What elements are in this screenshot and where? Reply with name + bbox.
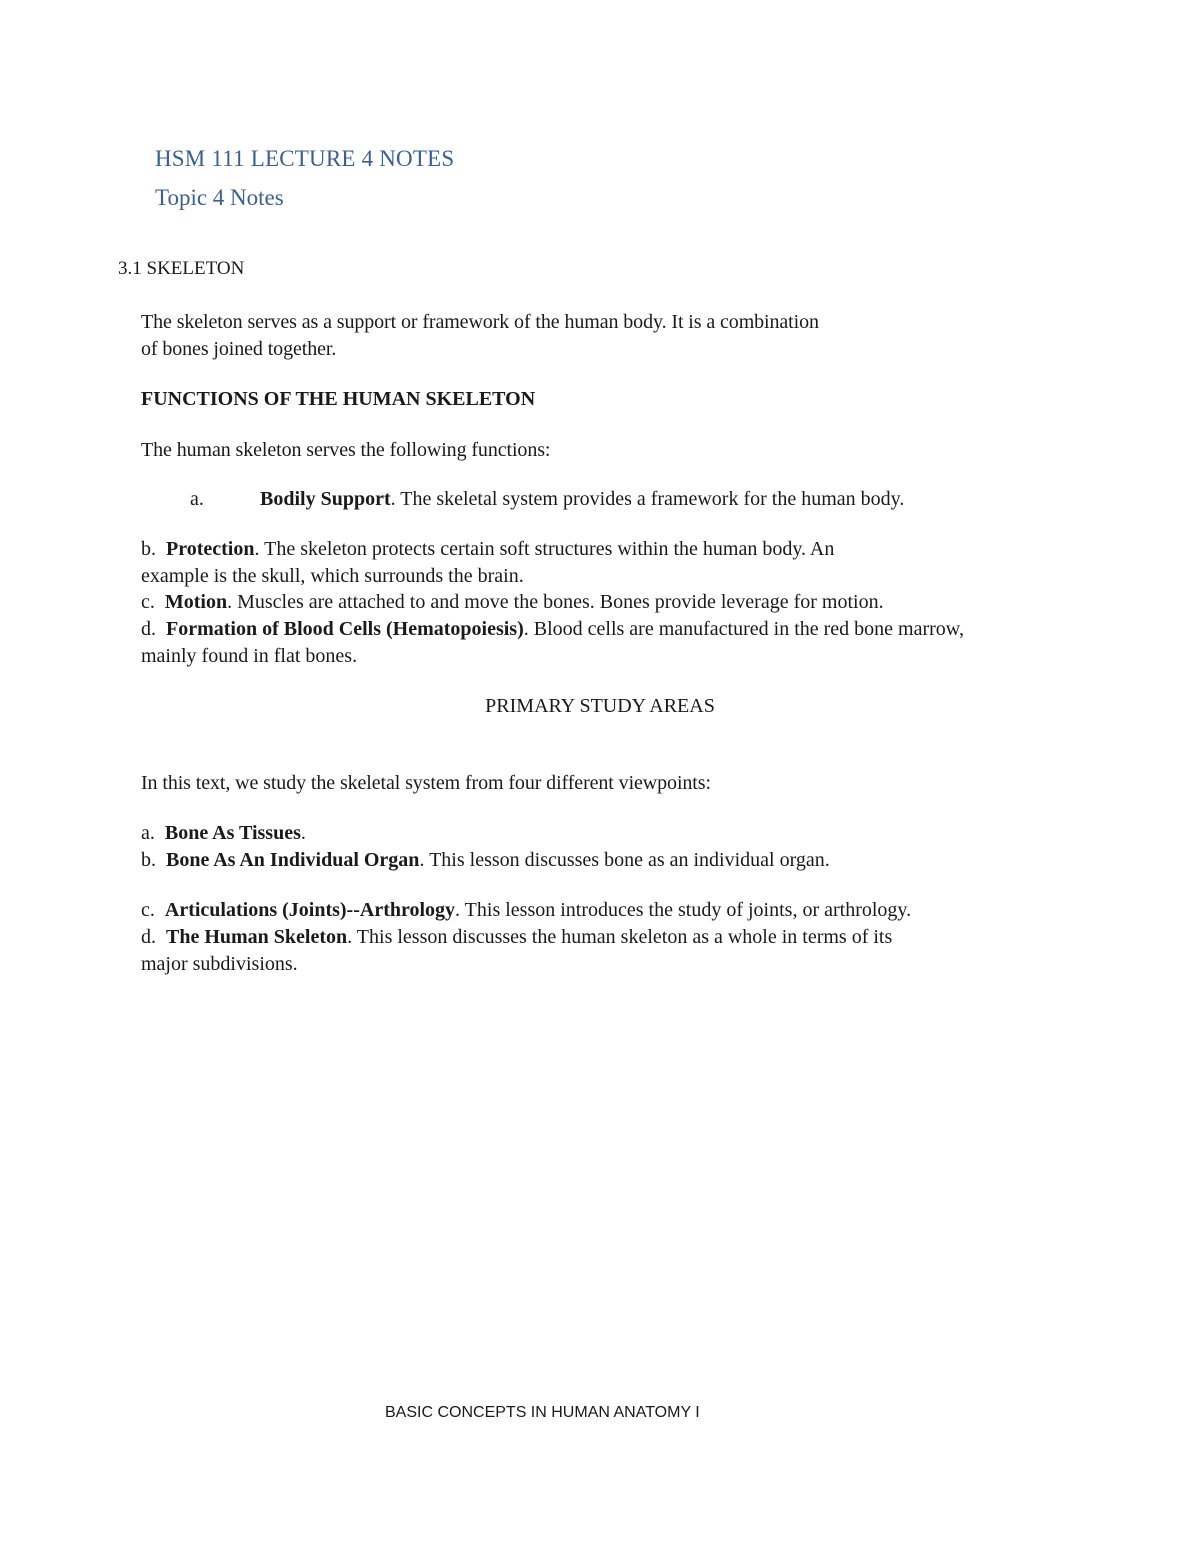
document-title: HSM 111 LECTURE 4 NOTES xyxy=(155,146,455,171)
page-footer: BASIC CONCEPTS IN HUMAN ANATOMY I xyxy=(385,1404,700,1421)
study-heading: PRIMARY STUDY AREAS xyxy=(485,695,715,717)
function-item-letter: d. xyxy=(141,618,156,640)
study-item-text: . xyxy=(300,822,306,844)
function-item-continuation: mainly found in flat bones. xyxy=(141,645,358,667)
study-lead: In this text, we study the skeletal system from four different viewpoints: xyxy=(141,772,711,794)
document-subtitle: Topic 4 Notes xyxy=(155,185,284,210)
study-item-text: . This lesson discusses bone as an individual organ. xyxy=(419,849,830,871)
function-item-text: . The skeleton protects certain soft structures within the human body. An xyxy=(254,538,835,560)
study-item-letter: a. xyxy=(141,822,155,844)
function-item-continuation: example is the skull, which surrounds the brain. xyxy=(141,565,524,587)
function-item-text: . Muscles are attached to and move the bones. Bones provide leverage for motion. xyxy=(227,591,884,613)
function-item-letter: b. xyxy=(141,538,156,560)
function-item-letter: c. xyxy=(141,591,155,613)
function-item-term: Motion xyxy=(164,591,228,613)
function-item-term: Formation of Blood Cells (Hematopoiesis) xyxy=(166,618,524,640)
study-item-continuation: major subdivisions. xyxy=(141,953,298,975)
study-item-text: . This lesson introduces the study of joints, or arthrology. xyxy=(455,899,912,921)
intro-line-2: of bones joined together. xyxy=(141,338,337,360)
functions-lead: The human skeleton serves the following functions: xyxy=(141,439,551,461)
function-item xyxy=(141,616,964,643)
study-item-letter: b. xyxy=(141,849,156,871)
study-item xyxy=(141,924,892,951)
function-item xyxy=(260,486,904,513)
function-item-term: Bodily Support xyxy=(260,488,391,510)
study-item-term: Articulations (Joints)--Arthrology xyxy=(164,899,456,921)
study-item xyxy=(141,847,830,874)
functions-heading: FUNCTIONS OF THE HUMAN SKELETON xyxy=(141,388,536,410)
study-item-term: Bone As An Individual Organ xyxy=(166,849,420,871)
study-item-letter: c. xyxy=(141,899,155,921)
function-item-text: . Blood cells are manufactured in the red bone marrow, xyxy=(523,618,964,640)
section-heading: 3.1 SKELETON xyxy=(118,258,245,279)
function-item-text: . The skeletal system provides a framework for the human body. xyxy=(390,488,905,510)
study-item-letter: d. xyxy=(141,926,156,948)
function-item-term: Protection xyxy=(166,538,255,560)
study-item-term: The Human Skeleton xyxy=(166,926,348,948)
study-item-term: Bone As Tissues xyxy=(164,822,301,844)
study-item xyxy=(141,820,306,847)
function-item xyxy=(141,589,884,616)
function-item xyxy=(141,536,834,563)
function-item-letter: a. xyxy=(190,488,204,510)
intro-line-1: The skeleton serves as a support or framework of the human body. It is a combination xyxy=(141,311,819,333)
study-item xyxy=(141,897,911,924)
study-item-text: . This lesson discusses the human skeleton as a whole in terms of its xyxy=(347,926,893,948)
